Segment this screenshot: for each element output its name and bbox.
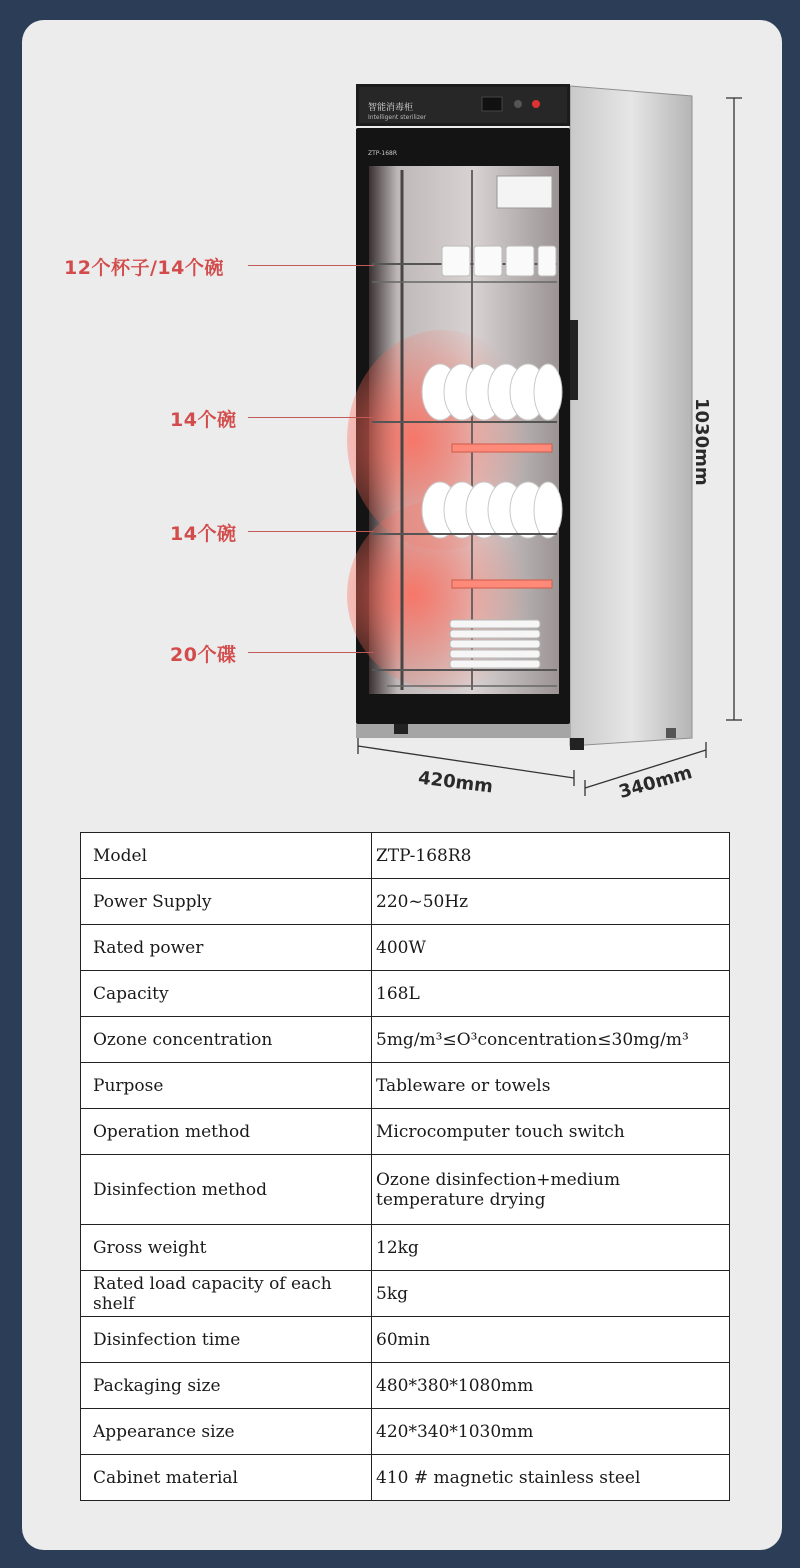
spec-value: 400W — [372, 925, 730, 971]
spec-value: Ozone disinfection+medium temperature drying — [372, 1155, 730, 1225]
callout-shelf-4: 20个碟 — [170, 644, 237, 666]
table-row — [81, 1363, 730, 1409]
spec-key: Purpose — [81, 1063, 372, 1109]
table-row — [81, 1409, 730, 1455]
spec-key: Disinfection method — [81, 1155, 372, 1225]
spec-value: 5mg/m³≤O³concentration≤30mg/m³ — [372, 1017, 730, 1063]
table-row — [81, 1109, 730, 1155]
brand-cn: 智能消毒柜 — [368, 103, 414, 113]
spec-value: 12kg — [372, 1225, 730, 1271]
spec-key: Rated load capacity of each shelf — [81, 1271, 372, 1317]
depth-dimension: 340mm — [616, 762, 695, 803]
table-row — [81, 1317, 730, 1363]
spec-value: Tableware or towels — [372, 1063, 730, 1109]
spec-key: Disinfection time — [81, 1317, 372, 1363]
callout-line-1 — [248, 265, 374, 266]
spec-value: 5kg — [372, 1271, 730, 1317]
spec-key: Power Supply — [81, 879, 372, 925]
table-row — [81, 1271, 730, 1317]
callout-line-2 — [248, 417, 374, 418]
callout-line-4 — [248, 652, 374, 653]
sterilizer-cabinet-illustration — [22, 20, 782, 820]
door-model-label: ZTP-168R — [368, 150, 398, 157]
brand-en: Intelligent sterilizer — [368, 114, 427, 121]
spec-value: ZTP-168R8 — [372, 833, 730, 879]
spec-key: Operation method — [81, 1109, 372, 1155]
callout-shelf-1: 12个杯子/14个碗 — [64, 257, 224, 279]
spec-key: Ozone concentration — [81, 1017, 372, 1063]
spec-value: 480*380*1080mm — [372, 1363, 730, 1409]
callout-shelf-2: 14个碗 — [170, 409, 237, 431]
table-row — [81, 1455, 730, 1501]
spec-key: Model — [81, 833, 372, 879]
table-row — [81, 1225, 730, 1271]
callout-line-3 — [248, 531, 374, 532]
spec-value: 168L — [372, 971, 730, 1017]
spec-key: Gross weight — [81, 1225, 372, 1271]
spec-value: 420*340*1030mm — [372, 1409, 730, 1455]
table-row — [81, 1155, 730, 1225]
table-row — [81, 1017, 730, 1063]
table-row — [81, 971, 730, 1017]
table-row — [81, 925, 730, 971]
table-row — [81, 1063, 730, 1109]
width-dimension: 420mm — [417, 767, 495, 798]
height-dimension: 1030mm — [691, 398, 712, 486]
callout-shelf-3: 14个碗 — [170, 523, 237, 545]
spec-key: Packaging size — [81, 1363, 372, 1409]
product-card — [22, 20, 782, 1550]
spec-key: Capacity — [81, 971, 372, 1017]
spec-value: Microcomputer touch switch — [372, 1109, 730, 1155]
spec-key: Appearance size — [81, 1409, 372, 1455]
spec-value: 60min — [372, 1317, 730, 1363]
table-row — [81, 879, 730, 925]
specification-table — [80, 832, 730, 1501]
spec-key: Rated power — [81, 925, 372, 971]
spec-key: Cabinet material — [81, 1455, 372, 1501]
spec-value: 410 # magnetic stainless steel — [372, 1455, 730, 1501]
table-row — [81, 833, 730, 879]
spec-value: 220~50Hz — [372, 879, 730, 925]
